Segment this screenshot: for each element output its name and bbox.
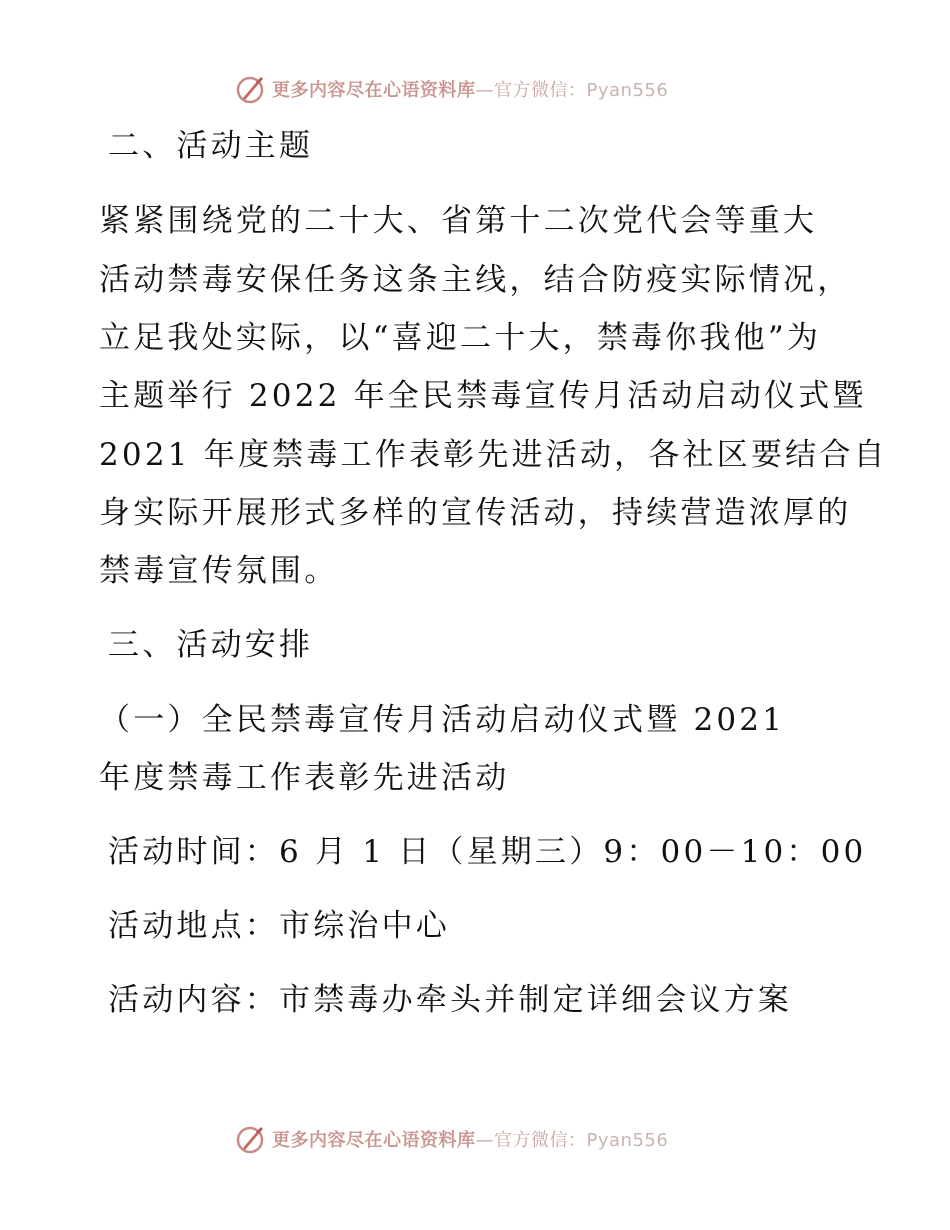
activity-place: 活动地点：市综治中心 xyxy=(108,908,450,944)
section-2-title: 二、活动主题 xyxy=(108,128,314,164)
watermark-wechat-id: Pyan556 xyxy=(586,80,669,101)
paragraph-line: 立足我处实际，以“喜迎二十大，禁毒你我他”为 xyxy=(99,320,822,356)
subsection-title-line: （一）全民禁毒宣传月活动启动仪式暨 2021 xyxy=(99,702,786,738)
watermark-text xyxy=(272,1126,668,1152)
quill-pen-logo-icon xyxy=(234,1123,266,1155)
footer-watermark xyxy=(234,1122,668,1156)
watermark-wechat-id: Pyan556 xyxy=(586,1130,669,1151)
watermark-text xyxy=(272,76,668,102)
watermark-brand: 更多内容尽在心语资料库 xyxy=(272,1130,476,1151)
paragraph-line: 禁毒宣传氛围。 xyxy=(99,553,339,589)
activity-time: 活动时间：6 月 1 日（星期三）9：00－10：00 xyxy=(108,834,867,870)
watermark-brand: 更多内容尽在心语资料库 xyxy=(272,80,476,101)
paragraph-line: 身实际开展形式多样的宣传活动，持续营造浓厚的 xyxy=(99,495,852,531)
section-3-title: 三、活动安排 xyxy=(108,627,314,663)
subsection-title-line: 年度禁毒工作表彰先进活动 xyxy=(99,760,510,796)
paragraph-line: 主题举行 2022 年全民禁毒宣传月活动启动仪式暨 xyxy=(99,378,867,414)
watermark-separator: —官方微信： xyxy=(475,80,587,101)
paragraph-line: 2021 年度禁毒工作表彰先进活动，各社区要结合自 xyxy=(99,437,888,473)
paragraph-line: 紧紧围绕党的二十大、省第十二次党代会等重大 xyxy=(99,203,818,239)
quill-pen-logo-icon xyxy=(234,73,266,105)
header-watermark xyxy=(234,72,668,106)
paragraph-line: 活动禁毒安保任务这条主线，结合防疫实际情况， xyxy=(99,262,852,298)
activity-content: 活动内容：市禁毒办牵头并制定详细会议方案 xyxy=(108,982,792,1018)
watermark-separator: —官方微信： xyxy=(475,1130,587,1151)
